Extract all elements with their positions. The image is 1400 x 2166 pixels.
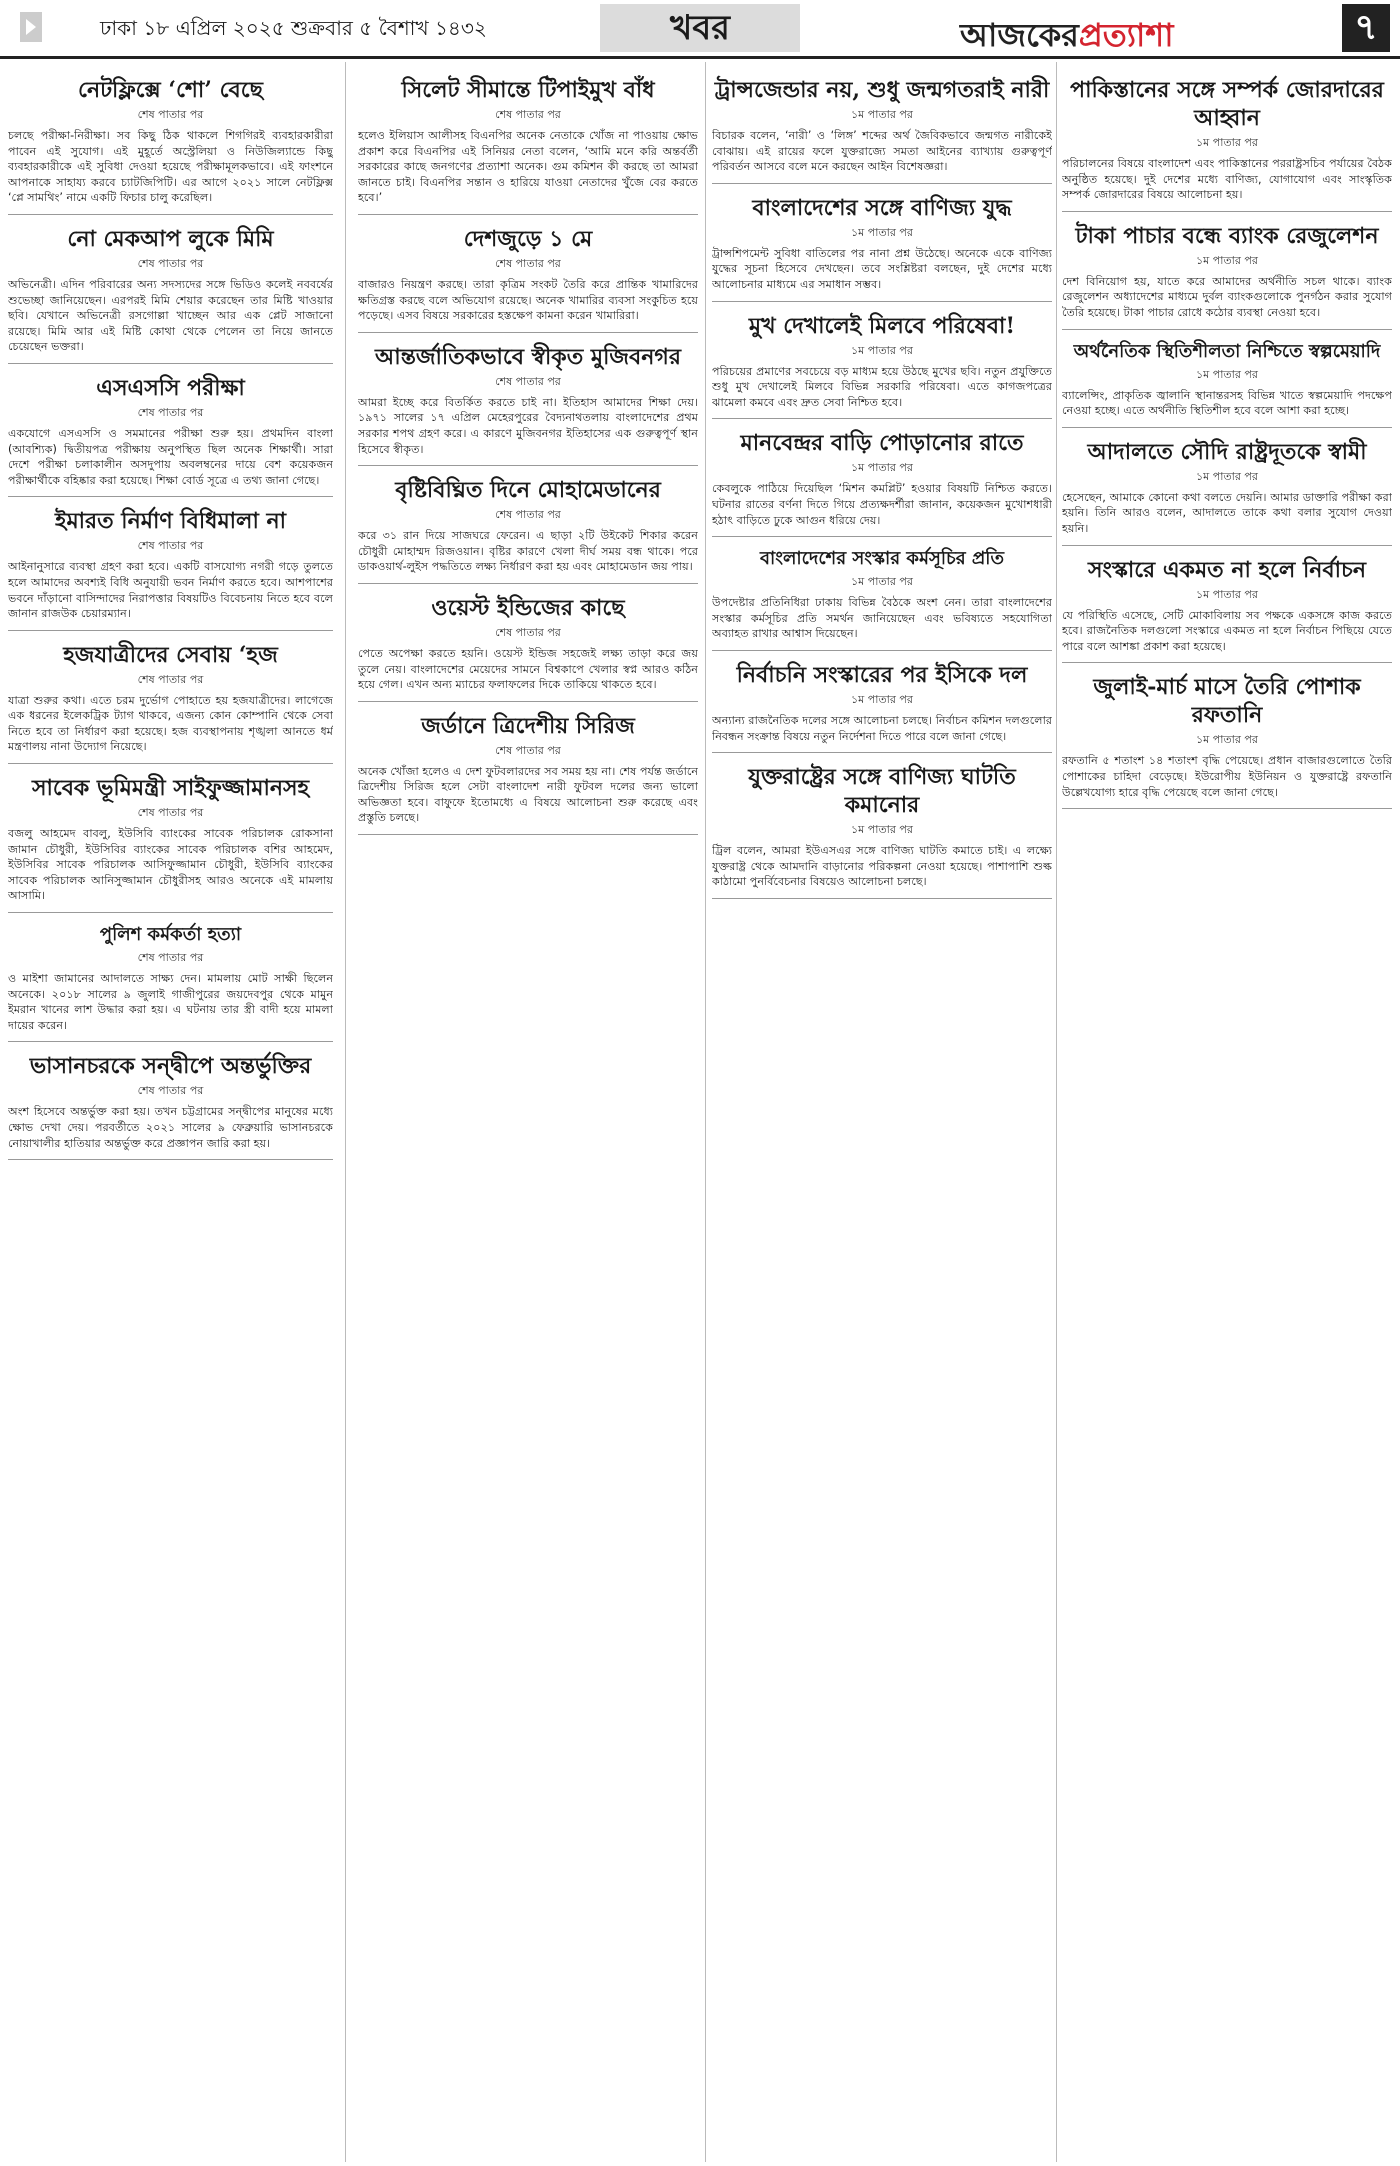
article-divider <box>1062 808 1392 809</box>
article-body: হলেও ইলিয়াস আলীসহ বিএনপির অনেক নেতাকে খোঁজ না পাওয়ায় ক্ষোভ প্রকাশ করে বিএনপির এই সিনিয়র নেতা বলেন, ‘আমি মনে করি অন্তর্বর্তী সরকারের কাছে জনগণের প্রত্যাশা অনেক। গুম কমিশন কী করছে তা আমরা জানতে চাই। বিএনপির সন্তান ও হারিয়ে যাওয়া নেতাদের খুঁজে বের করতে হবে।’ <box>358 129 698 205</box>
continuation-label: শেষ পাতার পর <box>495 374 561 388</box>
article-divider <box>1062 329 1392 330</box>
continuation-label: শেষ পাতার পর <box>137 672 204 686</box>
article-body: পরিচয়ের প্রমাণের সবচেয়ে বড় মাধ্যম হয়ে উঠছে মুখের ছবি। নতুন প্রযুক্তিতে শুধু মুখ দেখালেই মিলবে বিভিন্ন সরকারি পরিষেবা। এতে কাগজপত্রের ঝামেলা কমবে এবং দ্রুত সেবা নিশ্চিত হবে। <box>712 364 1052 409</box>
continuation-label: ১ম পাতার পর <box>1196 733 1258 747</box>
article-divider <box>8 763 333 764</box>
article <box>712 429 1052 537</box>
article <box>1062 76 1392 212</box>
continuation-label: শেষ পাতার পর <box>137 256 204 270</box>
article-body: পরিচালনের বিষয়ে বাংলাদেশ এবং পাকিস্তানের পররাষ্ট্রসচিব পর্যায়ের বৈঠক অনুষ্ঠিত হয়েছে। দুই দেশের মধ্যে বাণিজ্য, যোগাযোগ এবং সাংস্কৃতিক সম্পর্ক জোরদারের বিষয়ে আলোচনা হয়। <box>1062 157 1392 202</box>
article-headline: নির্বাচনি সংস্কারের পর ইসিকে দল <box>736 661 1028 688</box>
article-divider <box>712 301 1052 302</box>
article <box>358 594 698 702</box>
article-divider <box>358 332 698 333</box>
section-title: খবর <box>600 4 800 52</box>
article <box>1062 673 1392 809</box>
article-body: অন্যান্য রাজনৈতিক দলের সঙ্গে আলোচনা চলছে। নির্বাচন কমিশন দলগুলোর নিবন্ধন সংক্রান্ত বিষয়ে নতুন নির্দেশনা দিতে পারে বলে জানা গেছে। <box>712 713 1052 743</box>
article <box>712 194 1052 302</box>
article <box>1062 556 1392 664</box>
article <box>712 763 1052 899</box>
article <box>1062 222 1392 330</box>
article-body: ব্যালেন্সিং, প্রাকৃতিক জ্বালানি স্থানান্তরসহ বিভিন্ন খাতে স্বল্পমেয়াদি পদক্ষেপ নেওয়া হচ্ছে। এতে অর্থনীতি স্থিতিশীল হবে বলে আশা করা হচ্ছে। <box>1062 388 1392 418</box>
article-headline: নেটফ্লিক্সে ‘শো’ বেছে <box>78 77 263 103</box>
article <box>8 507 333 630</box>
continuation-label: ১ম পাতার পর <box>1196 469 1258 483</box>
article-headline: জুলাই-মার্চ মাসে তৈরি পোশাক রফতানি <box>1093 674 1361 729</box>
continuation-label: ১ম পাতার পর <box>851 461 913 475</box>
article-body: দেশ বিনিয়োগ হয়, যাতে করে আমাদের অর্থনীতি সচল থাকে। ব্যাংক রেজুলেশন অধ্যাদেশের মাধ্যমে দুর্বল ব্যাংকগুলোকে পুনর্গঠন করার সুযোগ তৈরি হয়েছে। টাকা পাচার রোধে কঠোর ব্যবস্থা নেওয়া হবে। <box>1062 274 1392 319</box>
article-body: ট্রিল বলেন, আমরা ইউএসএর সঙ্গে বাণিজ্য ঘাটতি কমাতে চাই। এ লক্ষ্যে যুক্তরাষ্ট্র থেকে আমদানি বাড়ানোর পরিকল্পনা নেওয়া হয়েছে। পাশাপাশি শুল্ক কাঠামো পুনর্বিবেচনার বিষয়েও আলোচনা চলছে। <box>712 844 1052 889</box>
article <box>358 225 698 333</box>
article-headline: বাংলাদেশের সঙ্গে বাণিজ্য যুদ্ধ <box>752 194 1012 221</box>
article-body: রফতানি ৫ শতাংশ ১৪ শতাংশ বৃদ্ধি পেয়েছে। প্রধান বাজারগুলোতে তৈরি পোশাকের চাহিদা বেড়েছে। ইউরোপীয় ইউনিয়ন ও যুক্তরাষ্ট্রে রফতানি উল্লেখযোগ্য হারে বৃদ্ধি পেয়েছে বলে জানা গেছে। <box>1062 754 1392 799</box>
article-headline: দেশজুড়ে ১ মে <box>463 225 593 252</box>
article-body: করে ৩১ রান দিয়ে সাজঘরে ফেরেন। এ ছাড়া ২টি উইকেট শিকার করেন চৌধুরী মোহাম্মদ রিজওয়ান। বৃষ্টির কারণে খেলা দীর্ঘ সময় বন্ধ থাকে। পরে ডাকওয়ার্থ-লুইস পদ্ধতিতে লক্ষ্য নির্ধারণ করা হয় এবং মোহামেডান জয় পায়। <box>358 529 698 574</box>
column-4 <box>1062 70 1392 2150</box>
article-body: আমরা ইচ্ছে করে বিতর্কিত করতে চাই না। ইতিহাস আমাদের শিক্ষা দেয়। ১৯৭১ সালের ১৭ এপ্রিল মেহেরপুরের বৈদ্যনাথতলায় বাংলাদেশের প্রথম সরকার শপথ গ্রহণ করে। এ কারণে মুজিবনগর ইতিহাসের এক গুরুত্বপূর্ণ স্থান হিসেবে স্বীকৃত। <box>358 395 698 456</box>
article <box>8 774 333 913</box>
article-divider <box>1062 662 1392 663</box>
article-divider <box>8 1159 333 1160</box>
article-headline: পাকিস্তানের সঙ্গে সম্পর্ক জোরদারের আহ্বান <box>1070 77 1384 131</box>
article <box>358 343 698 466</box>
continuation-label: শেষ পাতার পর <box>137 951 204 965</box>
article <box>8 374 333 497</box>
article-body: পেতে অপেক্ষা করতে হয়নি। ওয়েস্ট ইন্ডিজ সহজেই লক্ষ্য তাড়া করে জয় তুলে নেয়। বাংলাদেশের মেয়েদের সামনে বিশ্বকাপে খেলার স্বপ্ন আরও কঠিন হয়ে গেল। এখন অন্য ম্যাচের ফলাফলের দিকে তাকিয়ে থাকতে হবে। <box>358 646 698 692</box>
article-headline: অর্থনৈতিক স্থিতিশীলতা নিশ্চিতে স্বল্পমেয়াদি <box>1073 340 1381 362</box>
masthead <box>0 0 1400 59</box>
article-headline: ট্রান্সজেন্ডার নয়, শুধু জন্মগতরাই নারী <box>714 77 1050 103</box>
article-divider <box>712 752 1052 753</box>
article <box>8 76 333 215</box>
article-body: চলছে পরীক্ষা-নিরীক্ষা। সব কিছু ঠিক থাকলে শিগগিরই ব্যবহারকারীরা পাবেন এই সুযোগ। এই মুহূর্তে অস্ট্রেলিয়া ও নিউজিল্যান্ডে কিছু ব্যবহারকারীকে এই সুবিধা দেওয়া হয়েছে পরীক্ষামূলকভাবে। এই ফাংশনে আপনাকে সাহায্য করবে চ্যাটজিপিটি। এর আগে ২০২১ সালে নেটফ্লিক্স ‘প্লে সামথিং’ নামে একটি ফিচার চালু করেছিল। <box>8 129 333 205</box>
article-headline: এসএসসি পরীক্ষা <box>96 374 245 401</box>
continuation-label: শেষ পাতার পর <box>137 405 204 419</box>
continuation-label: ১ম পাতার পর <box>1196 587 1258 601</box>
article-headline: ইমারত নির্মাণ বিধিমালা না <box>55 508 286 535</box>
article <box>358 476 698 584</box>
continuation-label: শেষ পাতার পর <box>495 108 561 121</box>
continuation-label: শেষ পাতার পর <box>137 539 204 553</box>
article <box>712 547 1052 651</box>
continuation-label: ১ম পাতার পর <box>1196 136 1258 149</box>
continuation-label: শেষ পাতার পর <box>495 625 561 639</box>
continuation-label: ১ম পাতার পর <box>1196 253 1258 267</box>
continuation-label: ১ম পাতার পর <box>851 225 913 239</box>
article-divider <box>8 214 333 215</box>
article-body: আইনানুসারে ব্যবস্থা গ্রহণ করা হবে। একটি বাসযোগ্য নগরী গড়ে তুলতে হলে আমাদের অবশ্যই বিধি অনুযায়ী ভবন নির্মাণ করতে হবে। আশপাশের ভবনে দাঁড়ানো বাসিন্দাদের নিরাপত্তার বিষয়টিও বিবেচনায় নিতে হবে বলে জানান রাজউক চেয়ারম্যান। <box>8 560 333 621</box>
article-headline: সিলেট সীমান্তে টিপাইমুখ বাঁধ <box>401 77 655 103</box>
article-body: বাজারও নিয়ন্ত্রণ করছে। তারা কৃত্রিম সংকট তৈরি করে প্রান্তিক খামারিদের ক্ষতিগ্রস্ত করছে বলে অভিযোগ রয়েছে। অনেক খামারির ব্যবসা সংকুচিত হয়ে পড়েছে। এসব বিষয়ে সরকারের হস্তক্ষেপ কামনা করেন খামারিরা। <box>358 277 698 323</box>
article-headline: হজযাত্রীদের সেবায় ‘হজ <box>63 641 278 668</box>
article-divider <box>1062 427 1392 428</box>
article-divider <box>712 183 1052 184</box>
article-headline: ওয়েস্ট ইন্ডিজের কাছে <box>431 594 625 621</box>
article-divider <box>8 1041 333 1042</box>
article <box>8 641 333 764</box>
article-body: যাত্রা শুরুর কথা। এতে চরম দুর্ভোগ পোহাতে হয় হজযাত্রীদের। লাগেজে এক ধরনের ইলেকট্রিক ট্যাগ থাকবে, এজন্য কোন কোম্পানি থেকে সেবা নিতে হবে তা নির্ধারণ করা হয়েছে। হজ ব্যবস্থাপনায় শৃঙ্খলা আনতে ধর্ম মন্ত্রণালয় নানা উদ্যোগ নিয়েছে। <box>8 693 333 754</box>
article-headline: সাবেক ভূমিমন্ত্রী সাইফুজ্জামানসহ <box>31 775 310 802</box>
brand-name-red: প্রত্যাশা <box>1078 16 1174 54</box>
continuation-label: ১ম পাতার পর <box>851 823 913 837</box>
article-divider <box>1062 545 1392 546</box>
article-headline: মানবেন্দ্রর বাড়ি পোড়ানোর রাতে <box>740 430 1024 457</box>
continuation-label: শেষ পাতার পর <box>137 1084 204 1098</box>
article-divider <box>712 536 1052 537</box>
article-divider <box>358 465 698 466</box>
article <box>8 923 333 1042</box>
article-body: উপদেষ্টার প্রতিনিধিরা ঢাকায় বিভিন্ন বৈঠকে অংশ নেন। তারা বাংলাদেশের সংস্কার কর্মসূচির প্রতি সমর্থন জানিয়েছেন এবং ভবিষ্যতে সহযোগিতা অব্যাহত রাখার আশ্বাস দিয়েছেন। <box>712 596 1052 641</box>
continuation-label: শেষ পাতার পর <box>495 743 561 757</box>
article-body: ও মাইশা জামানের আদালতে সাক্ষ্য দেন। মামলায় মোট সাক্ষী ছিলেন অনেকে। ২০১৮ সালের ৯ জুলাই গাজীপুরের জয়দেবপুর থেকে মামুন ইমরান খানের লাশ উদ্ধার করা হয়। এ ঘটনায় তার স্ত্রী বাদী হয়ে মামলা দায়ের করেন। <box>8 972 333 1032</box>
article <box>8 225 333 364</box>
brand-logo <box>960 10 1173 64</box>
article-body: অনেক খোঁজা হলেও এ দেশ ফুটবলারদের সব সময় হয় না। শেষ পর্যন্ত জর্ডানে ত্রিদেশীয় সিরিজ হলে সেটা বাংলাদেশ নারী ফুটবল দলের জন্য ভালো অভিজ্ঞতা হবে। বাফুফে ইতোমধ্যে এ বিষয়ে আলোচনা শুরু করেছে এবং প্রস্তুতি চলছে। <box>358 764 698 825</box>
article-body: অংশ হিসেবে অন্তর্ভুক্ত করা হয়। তখন চট্টগ্রামের সন্দ্বীপের মানুষের মধ্যে ক্ষোভ দেখা দেয়। পরবর্তীতে ২০২১ সালের ৯ ফেব্রুয়ারি ভাসানচরকে নোয়াখালীর হাতিয়ার অন্তর্ভুক্ত করে প্রজ্ঞাপন জারি করা হয়। <box>8 1105 333 1150</box>
brand-name-black: আজকের <box>960 16 1079 54</box>
continuation-label: ১ম পাতার পর <box>851 575 913 589</box>
article-divider <box>8 496 333 497</box>
continuation-label: শেষ পাতার পর <box>495 256 561 270</box>
column-3 <box>712 70 1052 2150</box>
article-divider <box>712 418 1052 419</box>
article-headline: সংস্কারে একমত না হলে নির্বাচন <box>1087 556 1366 583</box>
article-divider <box>358 583 698 584</box>
article-body: কেবলুকে পাঠিয়ে দিয়েছিল ‘মিশন কমপ্লিট’ হওয়ার বিষয়টি নিশ্চিত করতে। ঘটনার রাতের বর্ণনা দিতে গিয়ে প্রত্যক্ষদর্শীরা জানান, কয়েকজন মুখোশধারী হঠাৎ বাড়িতে ঢুকে আগুন ধরিয়ে দেয়। <box>712 482 1052 527</box>
article-headline: ভাসানচরকে সন্দ্বীপে অন্তর্ভুক্তির <box>29 1053 312 1080</box>
article-body: যে পরিস্থিতি এসেছে, সেটি মোকাবিলায় সব পক্ষকে একসঙ্গে কাজ করতে হবে। রাজনৈতিক দলগুলো সংস্কারে একমত না হলে নির্বাচন পিছিয়ে যেতে পারে বলে আশঙ্কা প্রকাশ করা হয়েছে। <box>1062 608 1392 653</box>
play-icon <box>20 12 42 42</box>
article-headline: নো মেকআপ লুকে মিমি <box>67 225 274 252</box>
article-headline: আদালতে সৌদি রাষ্ট্রদূতকে স্বামী <box>1087 438 1367 465</box>
page-number: ৭ <box>1342 4 1390 52</box>
continuation-label: ১ম পাতার পর <box>851 692 913 706</box>
article-headline: আন্তর্জাতিকভাবে স্বীকৃত মুজিবনগর <box>375 343 681 370</box>
continuation-label: ১ম পাতার পর <box>851 343 913 357</box>
continuation-label: ১ম পাতার পর <box>1196 367 1258 381</box>
column-divider <box>705 62 706 2162</box>
continuation-label: শেষ পাতার পর <box>137 806 204 820</box>
article <box>712 312 1052 420</box>
article-headline: পুলিশ কর্মকর্তা হত্যা <box>99 924 242 946</box>
article <box>358 712 698 835</box>
article-divider <box>8 912 333 913</box>
article-headline: বাংলাদেশের সংস্কার কর্মসূচির প্রতি <box>760 548 1004 570</box>
article-body: অভিনেত্রী। এদিন পরিবারের অন্য সদস্যদের সঙ্গে ভিডিও কলেই নববর্ষের শুভেচ্ছা জানিয়েছেন। এরপরই মিমি শেয়ার করেছেন তার মিষ্টি খাওয়ার ছবি। যেখানে অভিনেত্রী রসগোল্লা খাচ্ছেন আর এক প্লেট সাজানো রয়েছে। মিমি আর এই মিষ্টি কোথা থেকে পেলেন তা নিয়ে জানতে চেয়েছেন ভক্তরা। <box>8 277 333 354</box>
continuation-label: ১ম পাতার পর <box>851 108 913 121</box>
article <box>712 76 1052 184</box>
article <box>712 661 1052 753</box>
article-divider <box>358 834 698 835</box>
article <box>358 76 698 215</box>
column-divider <box>1056 62 1057 2162</box>
continuation-label: শেষ পাতার পর <box>137 108 204 121</box>
article-divider <box>712 898 1052 899</box>
date-line: ঢাকা ১৮ এপ্রিল ২০২৫ শুক্রবার ৫ বৈশাখ ১৪৩২ <box>100 16 487 40</box>
article-divider <box>8 363 333 364</box>
article-headline: জর্ডানে ত্রিদেশীয় সিরিজ <box>421 712 635 739</box>
article-divider <box>1062 211 1392 212</box>
article-divider <box>358 214 698 215</box>
article-body: বিচারক বলেন, ‘নারী’ ও ‘লিঙ্গ’ শব্দের অর্থ জৈবিকভাবে জন্মগত নারীকেই বোঝায়। এই রায়ের ফলে যুক্তরাজ্যে সমতা আইনের ব্যাখ্যায় গুরুত্বপূর্ণ পরিবর্তন আসবে বলে মনে করছেন আইন বিশেষজ্ঞরা। <box>712 129 1052 174</box>
article <box>1062 340 1392 428</box>
column-divider <box>345 62 346 2162</box>
article-headline: বৃষ্টিবিঘ্নিত দিনে মোহামেডানের <box>395 477 661 504</box>
column-1 <box>8 70 333 2150</box>
article-divider <box>712 650 1052 651</box>
article-divider <box>358 701 698 702</box>
column-2 <box>358 70 698 2150</box>
article-body: বজলু আহমেদ বাবলু, ইউসিবি ব্যাংকের সাবেক পরিচালক রোকসানা জামান চৌধুরী, ইউসিবির ব্যাংকের সাবেক পরিচালক বশির আহমেদ, ইউসিবির সাবেক পরিচালক আসিফুজ্জামান চৌধুরী, ইউসিবি ব্যাংকের সাবেক পরিচালক আনিসুজ্জামান চৌধুরীসহ আরও অনেকে এই মামলায় আসামি। <box>8 827 333 903</box>
article-body: ট্রান্সশিপমেন্ট সুবিধা বাতিলের পর নানা প্রশ্ন উঠেছে। অনেকে একে বাণিজ্য যুদ্ধের সূচনা হিসেবে দেখছেন। তবে সংশ্লিষ্টরা বলছেন, দুই দেশের মধ্যে আলোচনার মাধ্যমে এর সমাধান সম্ভব। <box>712 246 1052 291</box>
article-headline: যুক্তরাষ্ট্রের সঙ্গে বাণিজ্য ঘাটতি কমানোর <box>748 764 1016 819</box>
article-headline: টাকা পাচার বন্ধে ব্যাংক রেজুলেশন <box>1075 222 1379 249</box>
article-divider <box>8 630 333 631</box>
continuation-label: শেষ পাতার পর <box>495 508 561 522</box>
article-body: একযোগে এসএসসি ও সমমানের পরীক্ষা শুরু হয়। প্রথমদিন বাংলা (আবশ্যিক) দ্বিতীয়পত্র পরীক্ষায় অনুপস্থিত ছিল অনেক শিক্ষার্থী। সারা দেশে পরীক্ষা চলাকালীন অসদুপায় অবলম্বনের দায়ে বেশ কয়েকজন পরীক্ষার্থীকে বহিষ্কার করা হয়েছে। শিক্ষা বোর্ড সূত্রে এ তথ্য জানা গেছে। <box>8 426 333 487</box>
article-body: হেসেছেন, আমাকে কোনো কথা বলতে দেয়নি। আমার ডাক্তারি পরীক্ষা করা হয়নি। তিনি আরও বলেন, আদালতে তাকে কথা বলার সুযোগ দেওয়া হয়নি। <box>1062 490 1392 535</box>
article <box>8 1052 333 1160</box>
article <box>1062 438 1392 546</box>
article-headline: মুখ দেখালেই মিলবে পরিষেবা! <box>748 312 1016 339</box>
